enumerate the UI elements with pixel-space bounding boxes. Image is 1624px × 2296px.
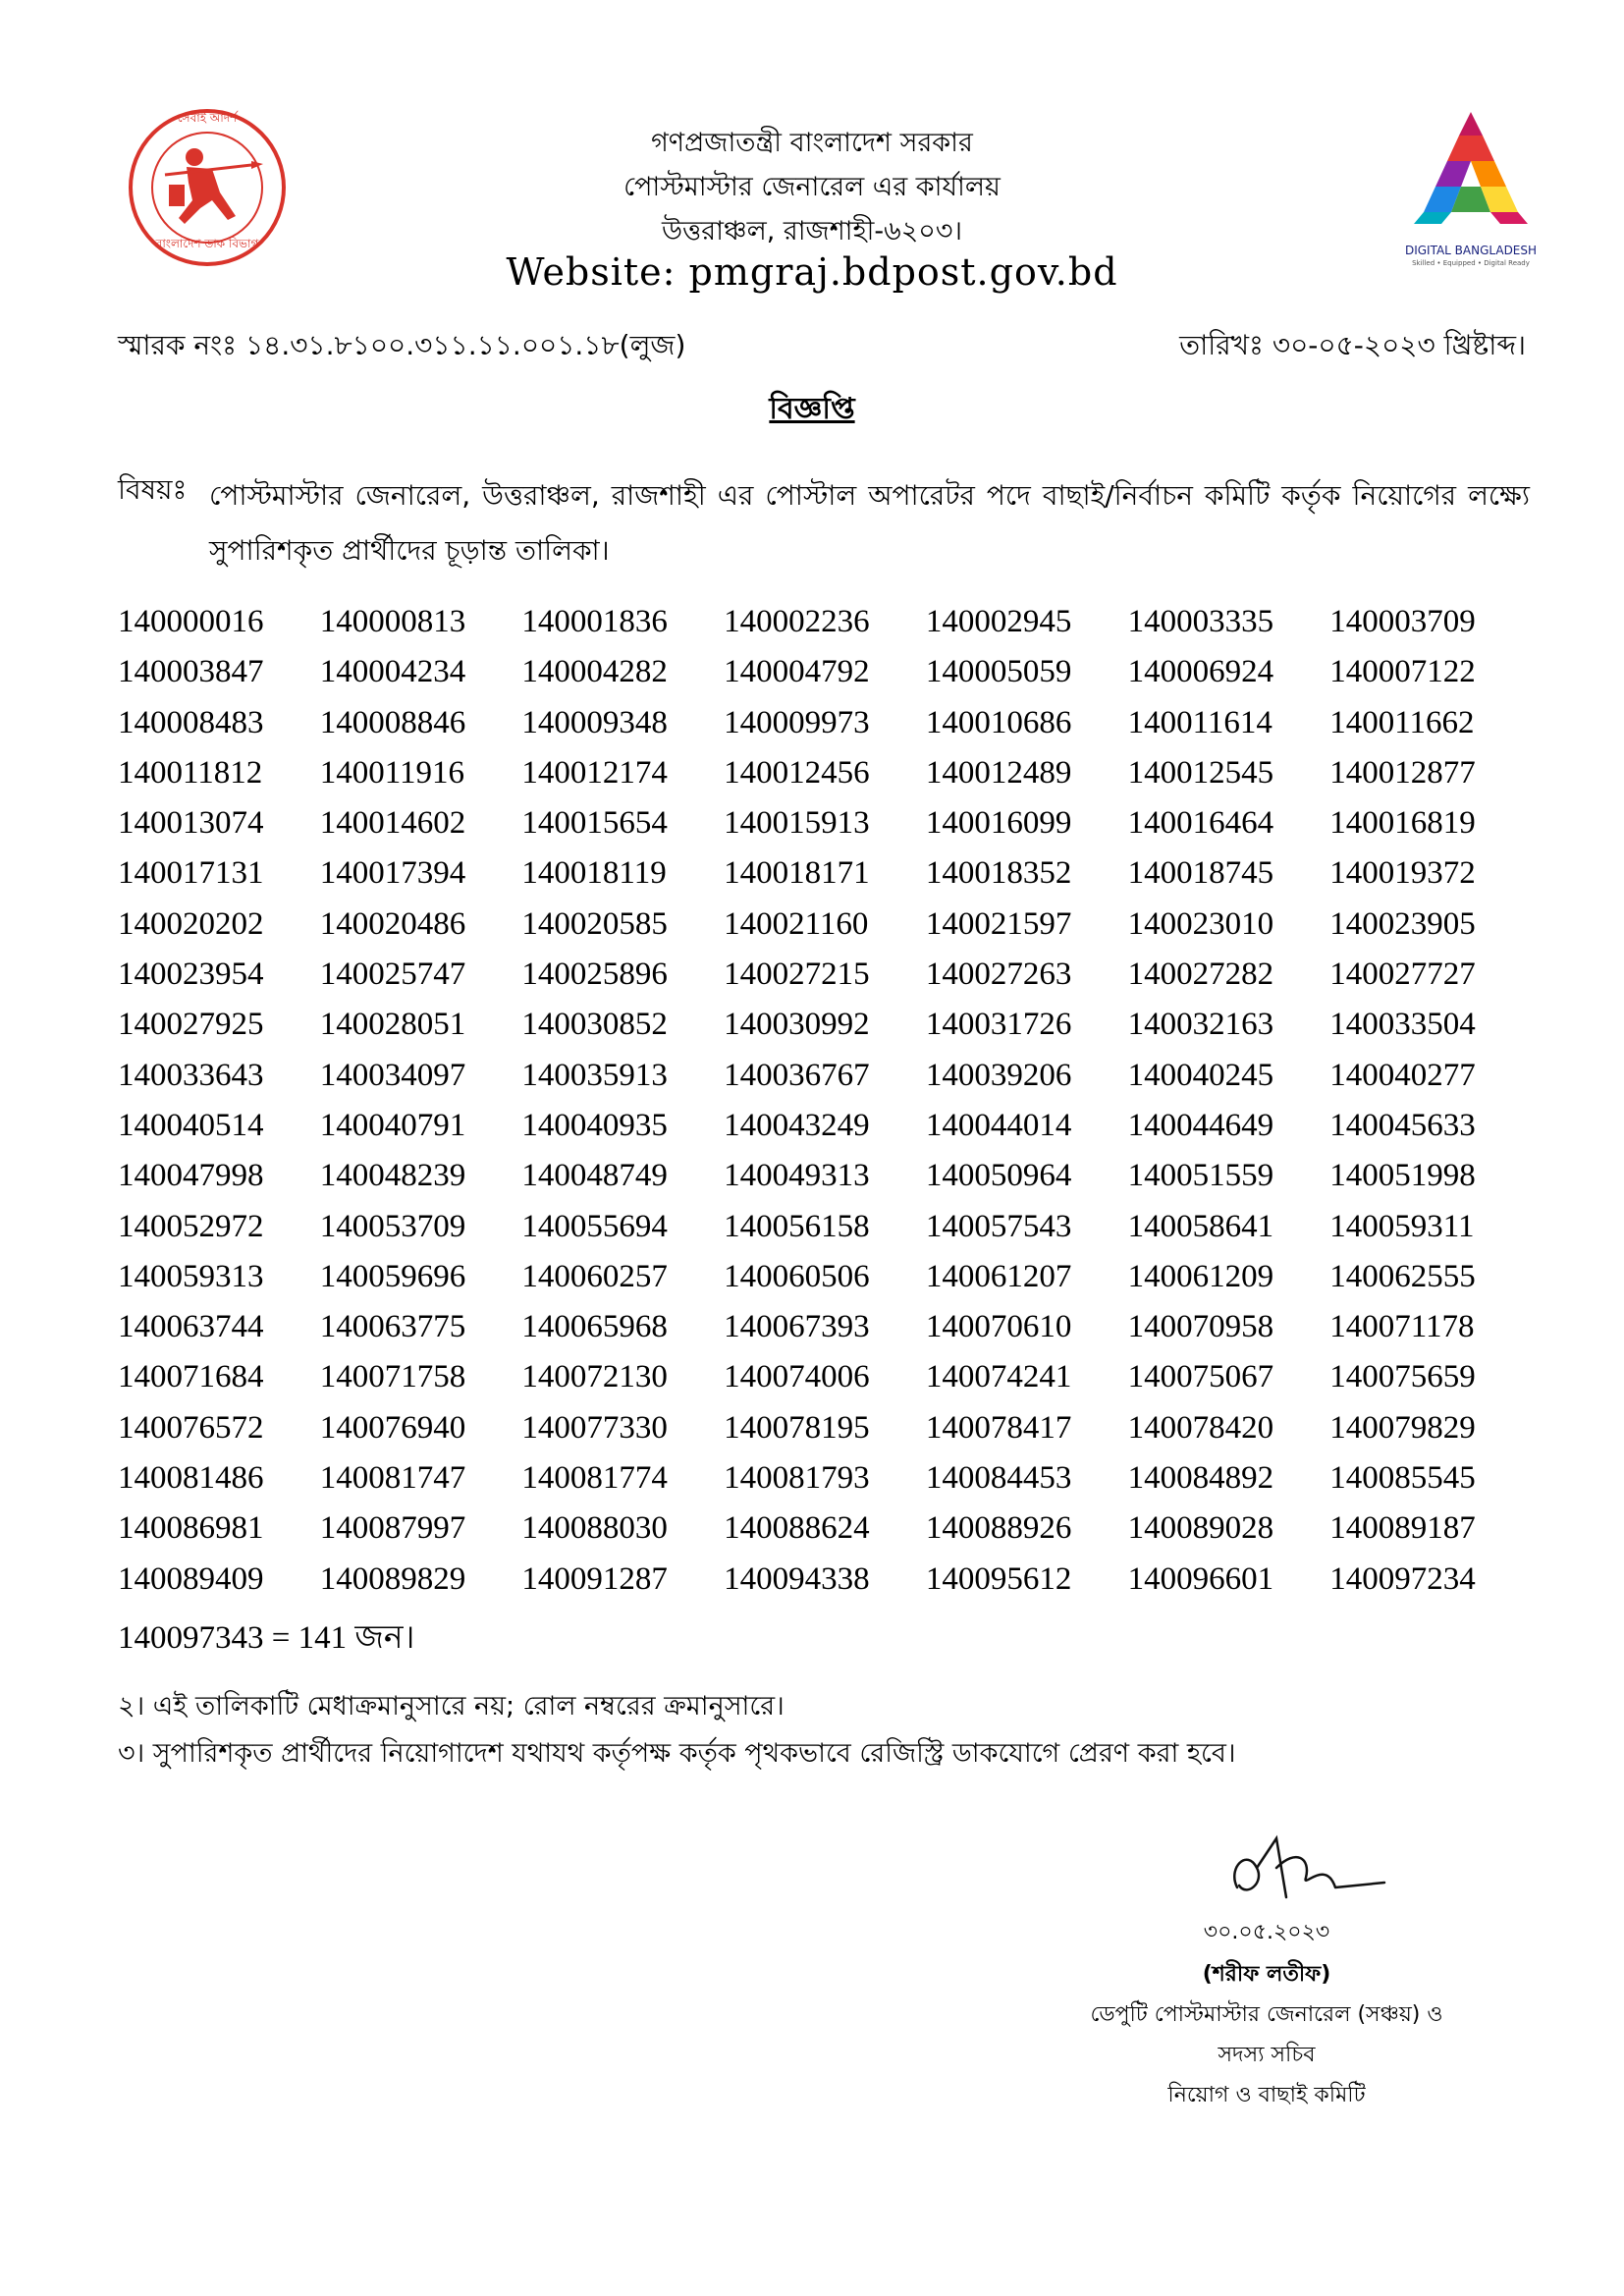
roll-number: 140081774 bbox=[521, 1460, 668, 1497]
memo-number: স্মারক নংঃ ১৪.৩১.৮১০০.৩১১.১১.০০১.১৮(লুজ) bbox=[118, 329, 686, 361]
roll-number: 140002945 bbox=[925, 604, 1072, 639]
roll-number: 140023954 bbox=[118, 957, 264, 993]
roll-number: 140012174 bbox=[521, 754, 668, 791]
roll-number: 140047998 bbox=[118, 1158, 264, 1194]
roll-number: 140048749 bbox=[521, 1158, 668, 1194]
roll-number: 140040277 bbox=[1329, 1057, 1476, 1093]
roll-number: 140008483 bbox=[118, 704, 264, 740]
roll-number: 140003335 bbox=[1127, 604, 1274, 639]
roll-number: 140070610 bbox=[925, 1309, 1072, 1345]
roll-row bbox=[118, 698, 1532, 748]
roll-number: 140004282 bbox=[521, 654, 668, 690]
roll-number: 140020585 bbox=[521, 905, 668, 942]
roll-number: 140032163 bbox=[1127, 1007, 1274, 1043]
roll-number: 140048239 bbox=[319, 1158, 466, 1194]
roll-number: 140074006 bbox=[724, 1359, 870, 1395]
roll-number: 140000813 bbox=[319, 604, 466, 639]
office-title: পোস্টমাস্টার জেনারেল এর কার্যালয় bbox=[623, 172, 1001, 202]
roll-number: 140018119 bbox=[521, 855, 667, 892]
roll-number: 140040245 bbox=[1127, 1057, 1274, 1093]
roll-number: 140077330 bbox=[521, 1409, 668, 1446]
roll-number: 140044014 bbox=[925, 1107, 1072, 1143]
roll-number: 140089829 bbox=[319, 1560, 466, 1597]
roll-number: 140091287 bbox=[521, 1560, 668, 1597]
roll-number: 140089409 bbox=[118, 1560, 264, 1597]
roll-number: 140003709 bbox=[1329, 604, 1476, 639]
roll-number: 140078195 bbox=[724, 1409, 870, 1446]
roll-number: 140089187 bbox=[1329, 1510, 1476, 1547]
roll-row bbox=[118, 597, 1532, 647]
roll-number: 140015913 bbox=[724, 805, 870, 842]
roll-number: 140002236 bbox=[724, 604, 870, 639]
roll-number: 140035913 bbox=[521, 1057, 668, 1093]
roll-number: 140016819 bbox=[1329, 805, 1476, 842]
roll-number: 140097234 bbox=[1329, 1560, 1476, 1597]
roll-number: 140062555 bbox=[1329, 1258, 1476, 1294]
roll-number: 140088030 bbox=[521, 1510, 668, 1547]
roll-number: 140074241 bbox=[925, 1359, 1072, 1395]
logo-caption: বাংলাদেশ ডাক বিভাগ bbox=[155, 237, 259, 250]
digital-bangladesh-caption: DIGITAL BANGLADESH bbox=[1404, 244, 1538, 257]
roll-number: 140021597 bbox=[925, 905, 1072, 942]
office-address: উত্তরাঞ্চল, রাজশাহী-৬২০৩। bbox=[661, 216, 963, 246]
roll-number: 140094338 bbox=[724, 1560, 870, 1597]
roll-row bbox=[118, 1352, 1532, 1402]
roll-number: 140033643 bbox=[118, 1057, 264, 1093]
roll-number: 140057543 bbox=[925, 1208, 1072, 1244]
roll-row bbox=[118, 1403, 1532, 1453]
roll-number: 140053709 bbox=[319, 1208, 466, 1244]
roll-number: 140012456 bbox=[724, 754, 870, 791]
roll-number: 140071684 bbox=[118, 1359, 264, 1395]
roll-number: 140096601 bbox=[1127, 1560, 1274, 1597]
roll-number: 140020486 bbox=[319, 905, 466, 942]
roll-number: 140081486 bbox=[118, 1460, 264, 1497]
roll-number: 140065968 bbox=[521, 1309, 668, 1345]
roll-number: 140006924 bbox=[1127, 654, 1274, 690]
roll-number: 140012545 bbox=[1127, 754, 1274, 791]
roll-number: 140085545 bbox=[1329, 1460, 1476, 1497]
roll-number: 140044649 bbox=[1127, 1107, 1274, 1143]
roll-number: 140014602 bbox=[319, 805, 466, 842]
roll-row bbox=[118, 950, 1532, 1000]
subject-label: বিষয়ঃ bbox=[118, 473, 188, 506]
roll-number: 140056158 bbox=[724, 1208, 870, 1244]
roll-number: 140061209 bbox=[1127, 1258, 1274, 1294]
signatory-committee: নিয়োগ ও বাছাই কমিটি bbox=[1167, 2083, 1366, 2107]
roll-number: 140023905 bbox=[1329, 905, 1476, 942]
roll-number: 140011614 bbox=[1127, 704, 1272, 740]
roll-number: 140060506 bbox=[724, 1258, 870, 1294]
roll-number: 140061207 bbox=[925, 1258, 1072, 1294]
roll-number: 140059311 bbox=[1329, 1208, 1475, 1244]
logo-motto: সেবাই আদর্শ bbox=[177, 111, 238, 125]
roll-number: 140025747 bbox=[319, 957, 466, 993]
roll-number: 140004792 bbox=[724, 654, 870, 690]
roll-number: 140011662 bbox=[1329, 704, 1475, 740]
roll-number: 140075659 bbox=[1329, 1359, 1476, 1395]
roll-number: 140089028 bbox=[1127, 1510, 1274, 1547]
roll-row bbox=[118, 1252, 1532, 1302]
document-date: তারিখঃ ৩০-০৫-২০২৩ খ্রিষ্টাব্দ। bbox=[1179, 329, 1526, 361]
roll-number: 140078417 bbox=[925, 1409, 1072, 1446]
roll-number: 140004234 bbox=[319, 654, 466, 690]
roll-row bbox=[118, 647, 1532, 697]
roll-row bbox=[118, 1051, 1532, 1101]
signature bbox=[1218, 1829, 1414, 1907]
signatory-designation: ডেপুটি পোস্টমাস্টার জেনারেল (সঞ্চয়) ও bbox=[1090, 2002, 1443, 2027]
roll-number: 140040935 bbox=[521, 1107, 668, 1143]
signatory-role: সদস্য সচিব bbox=[1218, 2043, 1316, 2067]
roll-number: 140076572 bbox=[118, 1409, 264, 1446]
notice-title-text: বিজ্ঞপ্তি bbox=[769, 392, 855, 426]
roll-number: 140058641 bbox=[1127, 1208, 1274, 1244]
roll-number-list bbox=[118, 597, 1532, 1605]
roll-number: 140076940 bbox=[319, 1409, 466, 1446]
roll-number: 140049313 bbox=[724, 1158, 870, 1194]
roll-number: 140084892 bbox=[1127, 1460, 1274, 1497]
roll-row bbox=[118, 1555, 1532, 1605]
roll-number: 140027925 bbox=[118, 1007, 264, 1043]
notice-title bbox=[0, 385, 1624, 435]
roll-number: 140009348 bbox=[521, 704, 668, 740]
roll-number: 140016464 bbox=[1127, 805, 1274, 842]
roll-number: 140018171 bbox=[724, 855, 870, 892]
roll-number: 140018352 bbox=[925, 855, 1072, 892]
roll-number: 140028051 bbox=[319, 1007, 466, 1043]
roll-number: 140021160 bbox=[724, 905, 869, 942]
roll-number: 140034097 bbox=[319, 1057, 466, 1093]
roll-number: 140018745 bbox=[1127, 855, 1274, 892]
roll-number: 140081793 bbox=[724, 1460, 870, 1497]
roll-number: 140007122 bbox=[1329, 654, 1476, 690]
roll-number: 140059313 bbox=[118, 1258, 264, 1294]
roll-number: 140063744 bbox=[118, 1309, 264, 1345]
roll-row bbox=[118, 1453, 1532, 1503]
roll-number: 140017131 bbox=[118, 855, 264, 892]
roll-row bbox=[118, 1503, 1532, 1554]
roll-number: 140030992 bbox=[724, 1007, 870, 1043]
roll-number: 140055694 bbox=[521, 1208, 668, 1244]
roll-number: 140095612 bbox=[925, 1560, 1072, 1597]
roll-number: 140051559 bbox=[1127, 1158, 1274, 1194]
note-order: ২। এই তালিকাটি মেধাক্রমানুসারে নয়; রোল নম্বরের ক্রমানুসারে। bbox=[118, 1691, 785, 1722]
roll-number: 140008846 bbox=[319, 704, 466, 740]
roll-number: 140009973 bbox=[724, 704, 870, 740]
website-link[interactable]: Website: pmgraj.bdpost.gov.bd bbox=[506, 250, 1118, 294]
roll-number: 140039206 bbox=[925, 1057, 1072, 1093]
government-title: গণপ্রজাতন্ত্রী বাংলাদেশ সরকার bbox=[651, 128, 973, 158]
roll-number: 140011916 bbox=[319, 754, 464, 791]
roll-number: 140063775 bbox=[319, 1309, 466, 1345]
roll-number: 140040791 bbox=[319, 1107, 466, 1143]
roll-number: 140060257 bbox=[521, 1258, 668, 1294]
roll-number: 140031726 bbox=[925, 1007, 1072, 1043]
roll-row bbox=[118, 1302, 1532, 1352]
roll-number: 140027263 bbox=[925, 957, 1072, 993]
roll-number: 140017394 bbox=[319, 855, 466, 892]
roll-number: 140070958 bbox=[1127, 1309, 1274, 1345]
roll-number: 140020202 bbox=[118, 905, 264, 942]
roll-number: 140071758 bbox=[319, 1359, 466, 1395]
roll-number: 140025896 bbox=[521, 957, 668, 993]
roll-number: 140027727 bbox=[1329, 957, 1476, 993]
roll-total: 140097343 = 141 জন। bbox=[118, 1620, 415, 1656]
roll-row bbox=[118, 848, 1532, 899]
roll-number: 140043249 bbox=[724, 1107, 870, 1143]
signature-date: ৩০.০৫.২০২৩ bbox=[1203, 1920, 1330, 1944]
roll-number: 140052972 bbox=[118, 1208, 264, 1244]
roll-row bbox=[118, 798, 1532, 848]
roll-number: 140016099 bbox=[925, 805, 1072, 842]
roll-number: 140027282 bbox=[1127, 957, 1274, 993]
note-dispatch: ৩। সুপারিশকৃত প্রার্থীদের নিয়োগাদেশ যথাযথ কর্তৃপক্ষ কর্তৃক পৃথকভাবে রেজিস্ট্রি ডাকযোগে প্রেরণ করা হবে। bbox=[118, 1738, 1236, 1769]
subject-text: পোস্টমাস্টার জেনারেল, উত্তরাঞ্চল, রাজশাহী এর পোস্টাল অপারেটর পদে বাছাই/নির্বাচন কমিটি কর্তৃক নিয়োগের লক্ষ্যে সুপারিশকৃত প্রার্থীদের চূড়ান্ত তালিকা। bbox=[209, 479, 1530, 567]
roll-number: 140086981 bbox=[118, 1510, 264, 1547]
roll-number: 140033504 bbox=[1329, 1007, 1476, 1043]
roll-number: 140071178 bbox=[1329, 1309, 1475, 1345]
roll-number: 140088926 bbox=[925, 1510, 1072, 1547]
roll-number: 140019372 bbox=[1329, 855, 1476, 892]
roll-number: 140072130 bbox=[521, 1359, 668, 1395]
roll-number: 140079829 bbox=[1329, 1409, 1476, 1446]
roll-number: 140015654 bbox=[521, 805, 668, 842]
roll-number: 140075067 bbox=[1127, 1359, 1274, 1395]
roll-number: 140027215 bbox=[724, 957, 870, 993]
roll-number: 140030852 bbox=[521, 1007, 668, 1043]
roll-number: 140045633 bbox=[1329, 1107, 1476, 1143]
roll-number: 140011812 bbox=[118, 754, 263, 791]
roll-row bbox=[118, 1000, 1532, 1050]
digital-bangladesh-subcaption: Skilled • Equipped • Digital Ready bbox=[1412, 259, 1530, 267]
signatory-name: (শরীফ লতীফ) bbox=[1202, 1962, 1331, 1987]
roll-number: 140005059 bbox=[925, 654, 1072, 690]
roll-number: 140023010 bbox=[1127, 905, 1274, 942]
roll-number: 140000016 bbox=[118, 604, 264, 639]
roll-number: 140013074 bbox=[118, 805, 264, 842]
roll-number: 140051998 bbox=[1329, 1158, 1476, 1194]
roll-number: 140050964 bbox=[925, 1158, 1072, 1194]
roll-number: 140081747 bbox=[319, 1460, 466, 1497]
roll-number: 140012877 bbox=[1329, 754, 1476, 791]
roll-number: 140087997 bbox=[319, 1510, 466, 1547]
roll-number: 140003847 bbox=[118, 654, 264, 690]
roll-row bbox=[118, 900, 1532, 950]
roll-row bbox=[118, 1151, 1532, 1201]
roll-row bbox=[118, 1101, 1532, 1151]
roll-number: 140078420 bbox=[1127, 1409, 1274, 1446]
roll-number: 140040514 bbox=[118, 1107, 264, 1143]
roll-number: 140067393 bbox=[724, 1309, 870, 1345]
roll-number: 140059696 bbox=[319, 1258, 466, 1294]
roll-number: 140084453 bbox=[925, 1460, 1072, 1497]
roll-number: 140010686 bbox=[925, 704, 1072, 740]
roll-number: 140036767 bbox=[724, 1057, 870, 1093]
roll-number: 140001836 bbox=[521, 604, 668, 639]
roll-number: 140088624 bbox=[724, 1510, 870, 1547]
roll-row bbox=[118, 748, 1532, 798]
roll-row bbox=[118, 1202, 1532, 1252]
roll-number: 140012489 bbox=[925, 754, 1072, 791]
